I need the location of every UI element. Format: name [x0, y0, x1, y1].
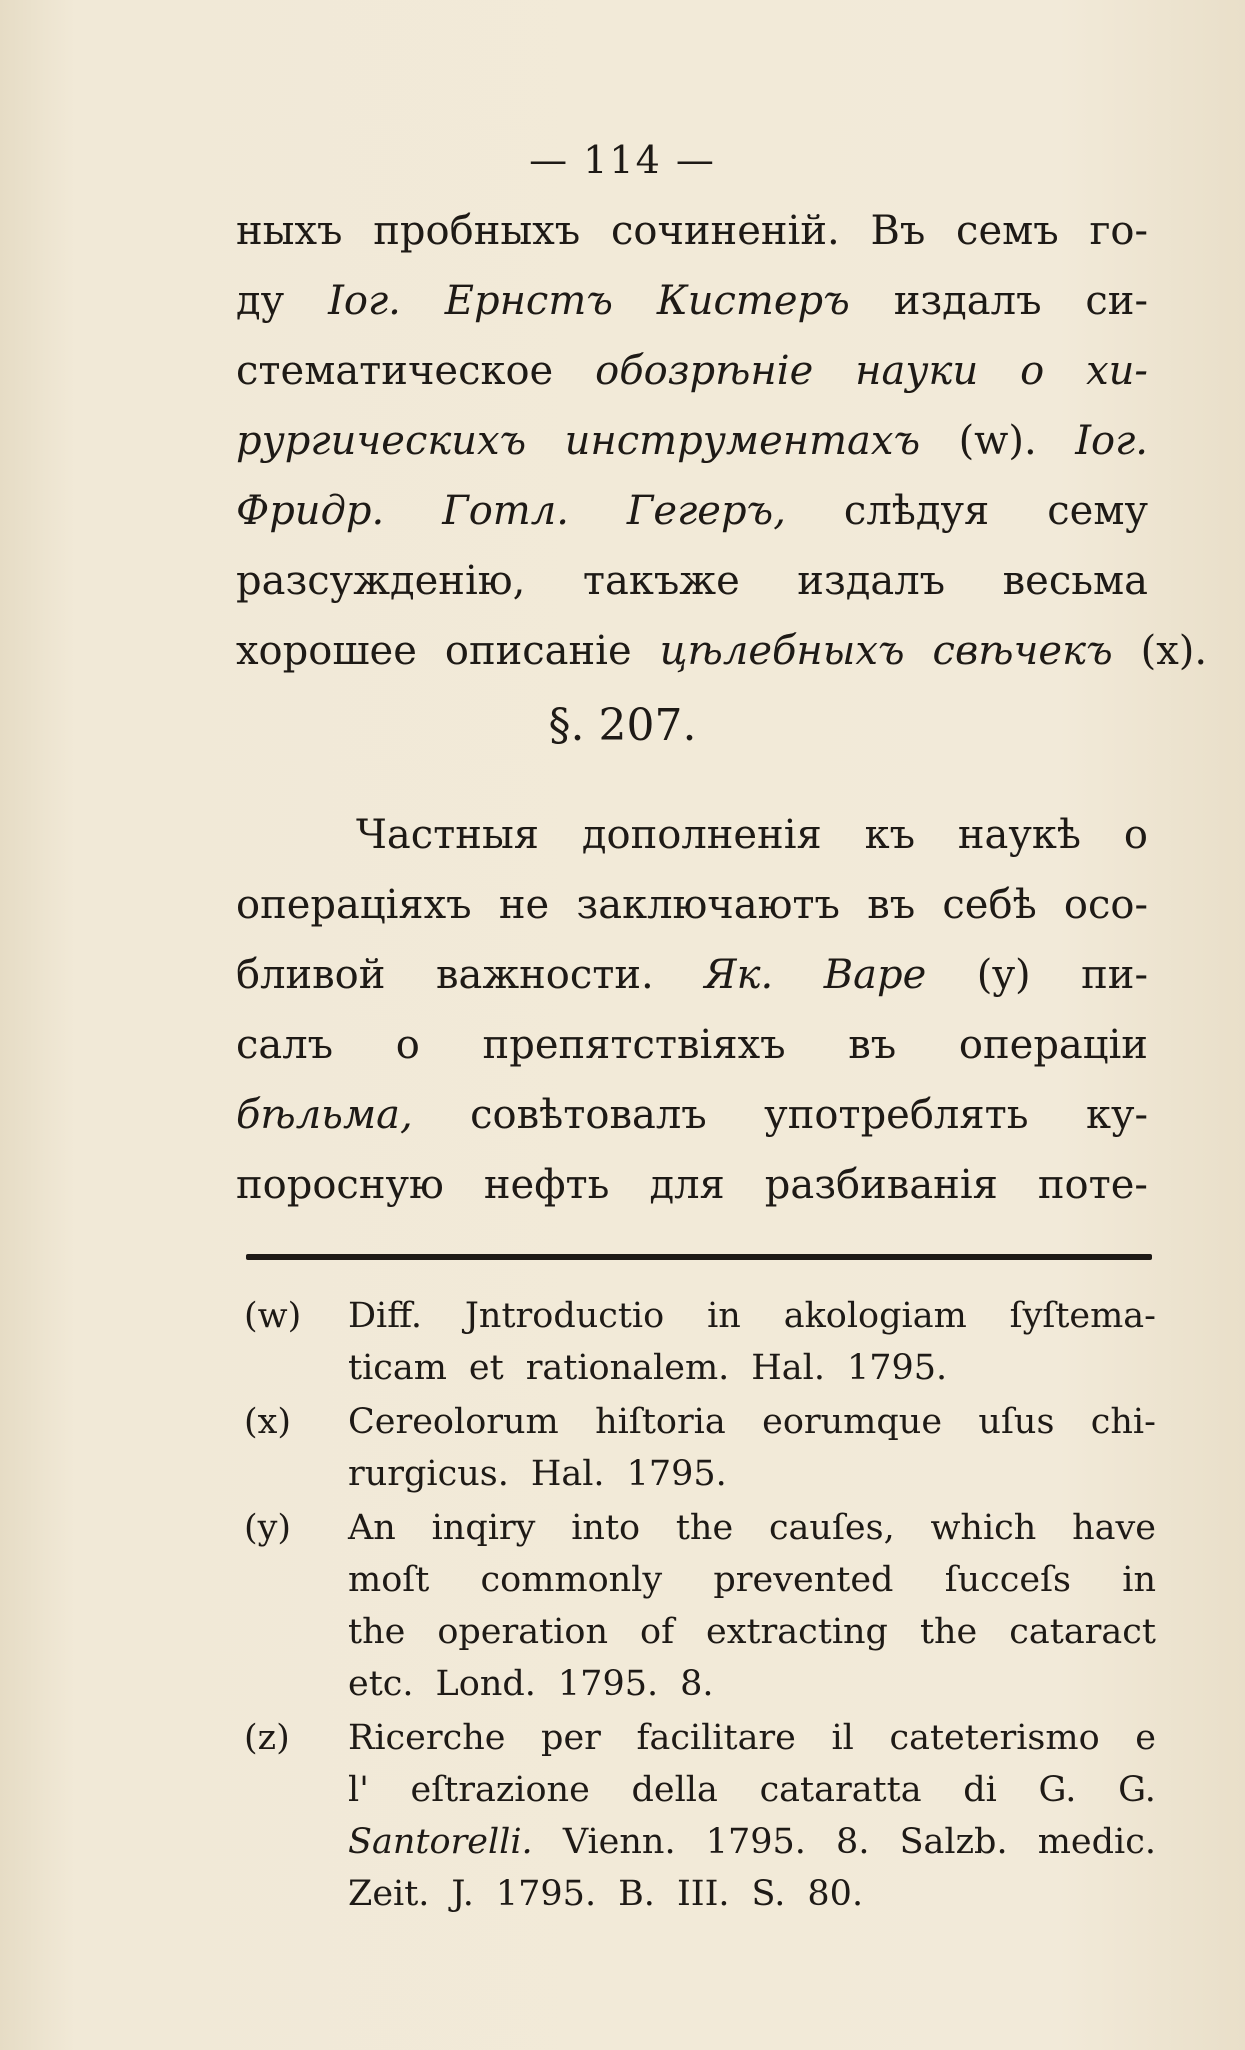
- word: операціяхъ: [236, 882, 472, 928]
- word: о: [395, 1022, 420, 1068]
- word: rationalem.: [525, 1348, 730, 1388]
- word: къ: [864, 812, 916, 858]
- footnote-divider: [246, 1254, 1152, 1260]
- word: го-: [1089, 208, 1148, 254]
- word: uſus: [978, 1402, 1055, 1442]
- word: ticam: [348, 1348, 447, 1388]
- word: хорошее: [236, 628, 417, 674]
- italic-title: хи-: [1086, 348, 1148, 394]
- italic-title: о: [1020, 348, 1045, 394]
- word: B.: [618, 1874, 655, 1914]
- word: 1795.: [705, 1822, 806, 1862]
- word: di: [963, 1770, 997, 1810]
- word: 80.: [807, 1874, 864, 1914]
- word: заключаютъ: [576, 882, 840, 928]
- word: ныхъ: [236, 208, 343, 254]
- word: 1795.: [846, 1348, 948, 1388]
- word: cauſes,: [768, 1508, 895, 1548]
- footnote-mark: (w): [244, 1296, 302, 1336]
- italic-title: обозрѣніе: [595, 348, 814, 394]
- footnote-line: [348, 1658, 1156, 1710]
- italic-name: Іог.: [1075, 418, 1148, 464]
- footnote-line: [348, 1396, 1156, 1448]
- word: e: [1135, 1718, 1156, 1758]
- text-line: [236, 336, 1148, 406]
- word: Salzb.: [899, 1822, 1008, 1862]
- footnote-z: [244, 1712, 1156, 1920]
- word: Jntroductio: [464, 1296, 665, 1336]
- word: Hal.: [530, 1454, 605, 1494]
- word: ſucceſs: [944, 1560, 1072, 1600]
- word: пи-: [1081, 952, 1148, 998]
- word: слѣдуя: [843, 488, 990, 534]
- paragraph-1: [236, 196, 1208, 686]
- text-line: [236, 616, 1208, 686]
- word: осо-: [1063, 882, 1148, 928]
- italic-title: цѣлебныхъ: [659, 628, 905, 674]
- page-number: — 114 —: [529, 138, 716, 182]
- footnote-line: [348, 1290, 1156, 1342]
- word: inqiry: [431, 1508, 536, 1548]
- word: пробныхъ: [373, 208, 581, 254]
- italic-name: Ернстъ: [444, 278, 613, 324]
- word: cateterismo: [889, 1718, 1100, 1758]
- word: семъ: [956, 208, 1059, 254]
- word: разбиванія: [764, 1162, 998, 1208]
- word: Diff.: [348, 1296, 422, 1336]
- word: Zeit.: [348, 1874, 430, 1914]
- word: совѣтовалъ: [470, 1092, 707, 1138]
- text-line: [236, 940, 1148, 1010]
- word: facilitare: [636, 1718, 796, 1758]
- word: An: [348, 1508, 396, 1548]
- footnote-line: [348, 1868, 1156, 1920]
- word: il: [831, 1718, 854, 1758]
- footnotes: [244, 1290, 1156, 1922]
- word: akologiam: [783, 1296, 967, 1336]
- footnote-y: [244, 1502, 1156, 1710]
- word: поросную: [236, 1162, 444, 1208]
- word: Частныя: [356, 812, 540, 858]
- word: Cereolorum: [348, 1402, 559, 1442]
- word: Lond.: [435, 1664, 536, 1704]
- footnote-line: [348, 1606, 1156, 1658]
- word: which: [930, 1508, 1037, 1548]
- word: moſt: [348, 1560, 430, 1600]
- word: употреблять: [764, 1092, 1029, 1138]
- word: eorumque: [762, 1402, 943, 1442]
- word: наукѣ: [957, 812, 1082, 858]
- text-line: [236, 1010, 1148, 1080]
- word: Hal.: [751, 1348, 825, 1388]
- word: не: [498, 882, 550, 928]
- word: издалъ: [797, 558, 946, 604]
- word: си-: [1085, 278, 1148, 324]
- italic-name: Іог.: [328, 278, 401, 324]
- word: 8.: [836, 1822, 870, 1862]
- word: medic.: [1037, 1822, 1156, 1862]
- word: операціи: [958, 1022, 1148, 1068]
- word: препятствіяхъ: [482, 1022, 786, 1068]
- word: in: [1122, 1560, 1156, 1600]
- footnote-line: [348, 1554, 1156, 1606]
- word: Ricerche: [348, 1718, 506, 1758]
- word: о: [1123, 812, 1148, 858]
- word: для: [649, 1162, 725, 1208]
- word: operation: [437, 1612, 608, 1652]
- word: della: [631, 1770, 718, 1810]
- footnote-ref: (w).: [958, 418, 1037, 464]
- footnote-w: [244, 1290, 1156, 1394]
- word: of: [640, 1612, 675, 1652]
- word: commonly: [480, 1560, 663, 1600]
- word: per: [541, 1718, 601, 1758]
- word: in: [707, 1296, 741, 1336]
- word: бливой: [236, 952, 386, 998]
- word: Vienn.: [562, 1822, 676, 1862]
- italic-name: Кистеръ: [656, 278, 850, 324]
- word: rurgicus.: [348, 1454, 509, 1494]
- italic-name: Santorelli.: [348, 1822, 533, 1862]
- footnote-line: [348, 1342, 1156, 1394]
- word: l': [348, 1770, 369, 1810]
- text-line: [236, 1150, 1148, 1220]
- word: S.: [751, 1874, 786, 1914]
- italic-title: бѣльма,: [236, 1092, 413, 1138]
- italic-title: рургическихъ: [236, 418, 527, 464]
- italic-title: науки: [855, 348, 979, 394]
- word: себѣ: [942, 882, 1037, 928]
- word: стематическое: [236, 348, 554, 394]
- italic-name: Фридр.: [236, 488, 385, 534]
- text-line: [236, 266, 1148, 336]
- word: G.: [1038, 1770, 1077, 1810]
- word: Въ: [870, 208, 926, 254]
- word: etc.: [348, 1664, 414, 1704]
- footnote-mark: (x): [244, 1402, 292, 1442]
- word: 1795.: [557, 1664, 659, 1704]
- word: ду: [236, 278, 285, 324]
- word: prevented: [713, 1560, 894, 1600]
- text-line: [236, 476, 1148, 546]
- text-line: [236, 196, 1148, 266]
- footnote-x: [244, 1396, 1156, 1500]
- word: the: [675, 1508, 734, 1548]
- footnote-mark: (y): [244, 1508, 292, 1548]
- italic-name: Готл.: [442, 488, 569, 534]
- word: eſtrazione: [410, 1770, 590, 1810]
- italic-name: Гегеръ,: [626, 488, 786, 534]
- footnote-mark: (z): [244, 1718, 290, 1758]
- italic-title: инструментахъ: [564, 418, 921, 464]
- footnote-line: [348, 1816, 1156, 1868]
- word: III.: [676, 1874, 730, 1914]
- text-line: [236, 406, 1148, 476]
- word: 8.: [680, 1664, 714, 1704]
- word: такъже: [582, 558, 740, 604]
- word: extracting: [706, 1612, 888, 1652]
- word: into: [571, 1508, 641, 1548]
- word: 1795.: [626, 1454, 727, 1494]
- word: cataratta: [759, 1770, 922, 1810]
- word: the: [919, 1612, 978, 1652]
- word: chi-: [1090, 1402, 1156, 1442]
- italic-name: Варе: [823, 952, 927, 998]
- footnote-line: [348, 1712, 1156, 1764]
- footnote-ref: (y): [976, 952, 1031, 998]
- word: разсужденію,: [236, 558, 526, 604]
- word: важности.: [435, 952, 654, 998]
- paragraph-2: [236, 800, 1148, 1220]
- text-line: [236, 800, 1148, 870]
- word: have: [1072, 1508, 1156, 1548]
- text-line: [236, 546, 1148, 616]
- italic-title: свѣчекъ: [932, 628, 1113, 674]
- word: весьма: [1002, 558, 1148, 604]
- word: въ: [867, 882, 916, 928]
- word: издалъ: [893, 278, 1042, 324]
- text-line: [236, 870, 1148, 940]
- word: сему: [1047, 488, 1148, 534]
- footnote-line: [348, 1502, 1156, 1554]
- word: G.: [1118, 1770, 1156, 1810]
- footnote-line: [348, 1764, 1156, 1816]
- text-line: [236, 1080, 1148, 1150]
- word: hiſtoria: [595, 1402, 726, 1442]
- word: въ: [848, 1022, 897, 1068]
- word: ку-: [1085, 1092, 1148, 1138]
- word: сочиненій.: [610, 208, 840, 254]
- word: et: [468, 1348, 504, 1388]
- footnote-line: [348, 1448, 1156, 1500]
- word: поте-: [1037, 1162, 1148, 1208]
- section-title: §. 207.: [548, 700, 697, 751]
- word: ſyſtema-: [1009, 1296, 1156, 1336]
- word: описаніе: [444, 628, 632, 674]
- word: the: [348, 1612, 406, 1652]
- word: дополненія: [581, 812, 822, 858]
- word: J.: [451, 1874, 474, 1914]
- word: 1795.: [495, 1874, 597, 1914]
- word: нефть: [483, 1162, 610, 1208]
- word: cataract: [1009, 1612, 1156, 1652]
- footnote-ref: (x).: [1140, 628, 1208, 674]
- italic-name: Як.: [704, 952, 774, 998]
- word: салъ: [236, 1022, 334, 1068]
